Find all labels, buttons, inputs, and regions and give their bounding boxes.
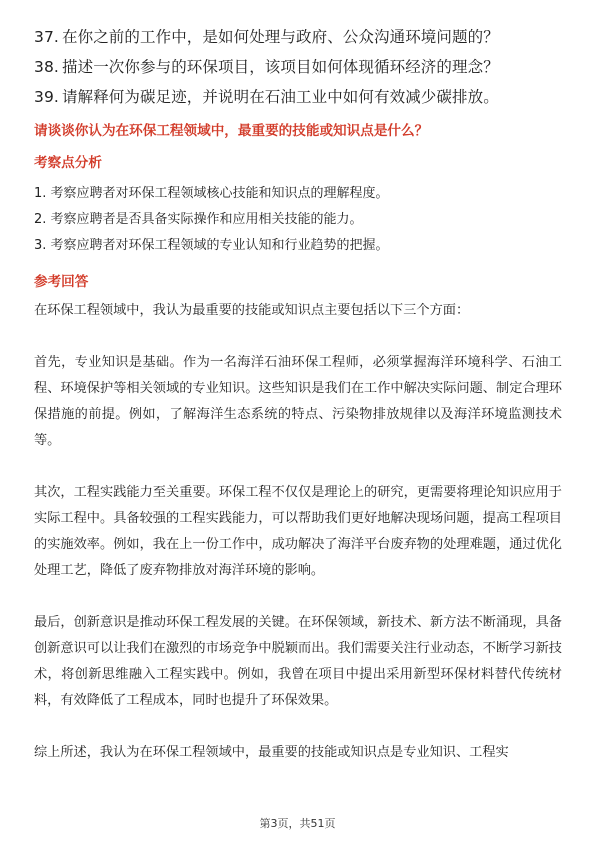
main-question: 请谈谈你认为在环保工程领域中，最重要的技能或知识点是什么？: [34, 123, 429, 139]
question-text: 在你之前的工作中，是如何处理与政府、公众沟通环境问题的？: [62, 28, 499, 46]
answer-paragraph: 首先，专业知识是基础。作为一名海洋石油环保工程师，必须掌握海洋环境科学、石油工程、环境保护等相关领域的专业知识。这些知识是我们在工作中解决实际问题、制定合理环保措施的前提。例如，了解海洋生态系统的特点、污染物排放规律以及海洋环境监测技术等。: [34, 355, 562, 448]
page-number: 第3页，共51页: [259, 817, 336, 830]
analysis-point: 1. 考察应聘者对环保工程领域核心技能和知识点的理解程度。: [34, 186, 389, 201]
analysis-point: 2. 考察应聘者是否具备实际操作和应用相关技能的能力。: [34, 212, 363, 227]
answer-paragraph: 其次，工程实践能力至关重要。环保工程不仅仅是理论上的研究，更需要将理论知识应用于实际工程中。具备较强的工程实践能力，可以帮助我们更好地解决现场问题，提高工程项目的实施效率。例如，我在上一份工作中，成功解决了海洋平台废弃物的处理难题，通过优化处理工艺，降低了废弃物排放对海洋环境的影响。: [34, 485, 562, 578]
question-list: [34, 22, 564, 112]
question-item: [34, 22, 564, 52]
analysis-heading: 考察点分析: [34, 155, 102, 171]
reference-answer: [34, 298, 562, 766]
reference-heading: 参考回答: [34, 274, 89, 290]
question-text: 请解释何为碳足迹，并说明在石油工业中如何有效减少碳排放。: [62, 88, 499, 106]
answer-paragraph: 最后，创新意识是推动环保工程发展的关键。在环保领域，新技术、新方法不断涌现，具备创新意识可以让我们在激烈的市场竞争中脱颖而出。我们需要关注行业动态，不断学习新技术，将创新思维融入工程实践中。例如，我曾在项目中提出采用新型环保材料替代传统材料，有效降低了工程成本，同时也提升了环保效果。: [34, 615, 562, 708]
question-item: [34, 82, 564, 112]
answer-paragraph: 在环保工程领域中，我认为最重要的技能或知识点主要包括以下三个方面：: [34, 303, 470, 318]
question-number: 38.: [34, 58, 59, 76]
analysis-point: 3. 考察应聘者对环保工程领域的专业认知和行业趋势的把握。: [34, 238, 389, 253]
question-text: 描述一次你参与的环保项目，该项目如何体现循环经济的理念？: [62, 58, 499, 76]
analysis-points: [34, 181, 564, 259]
question-number: 39.: [34, 88, 59, 106]
answer-paragraph: 综上所述，我认为在环保工程领域中，最重要的技能或知识点是专业知识、工程实: [34, 745, 509, 760]
question-item: [34, 52, 564, 82]
question-number: 37.: [34, 28, 59, 46]
